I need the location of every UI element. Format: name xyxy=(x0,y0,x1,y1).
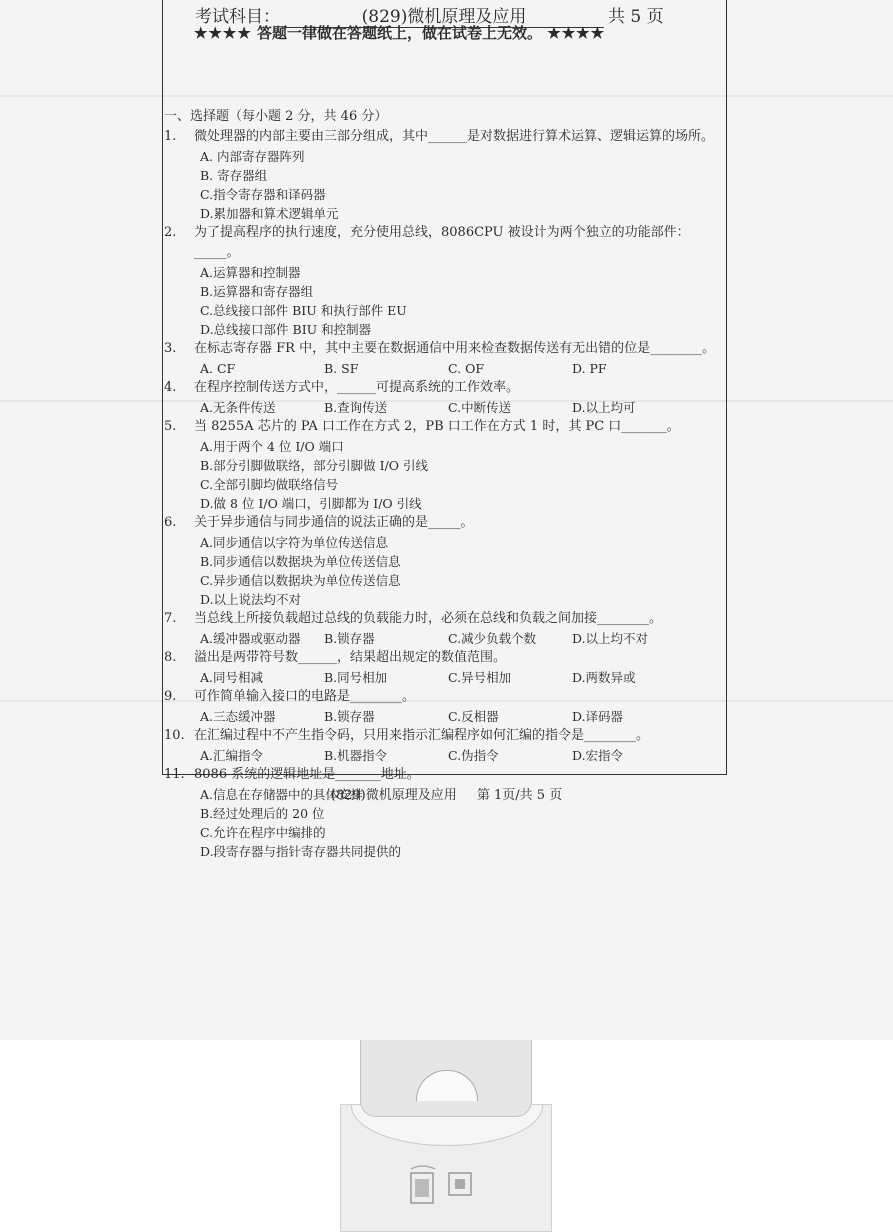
answer-option: D.总线接口部件 BIU 和控制器 xyxy=(200,322,372,337)
question-number: 1. xyxy=(164,129,177,144)
answer-option: C.中断传送 xyxy=(448,400,512,415)
question-stem: 关于异步通信与同步通信的说法正确的是_____。 xyxy=(194,515,474,530)
envelope-hole xyxy=(416,1070,478,1101)
answer-option: D.累加器和算术逻辑单元 xyxy=(200,206,339,221)
answer-option: D.以上均可 xyxy=(572,400,636,415)
answer-option: B.同步通信以数据块为单位传送信息 xyxy=(200,554,401,569)
option-list xyxy=(200,359,724,378)
question-list xyxy=(164,127,724,861)
question-stem: 8086 系统的逻辑地址是_______地址。 xyxy=(194,767,420,782)
question-item xyxy=(164,378,724,417)
total-pages: 共 5 页 xyxy=(608,7,664,27)
answer-option: A.运算器和控制器 xyxy=(200,265,301,280)
envelope-flap xyxy=(360,1040,532,1117)
question-item xyxy=(164,127,724,223)
answer-option: B.运算器和寄存器组 xyxy=(200,284,314,299)
answer-option: D.以上均不对 xyxy=(572,631,649,646)
option-list xyxy=(200,746,724,765)
answer-option: D.两数异或 xyxy=(572,670,636,685)
question-item xyxy=(164,765,724,861)
answer-option: D.译码器 xyxy=(572,709,624,724)
option-list xyxy=(200,629,724,648)
star-icon-right: ★★★★ xyxy=(547,24,606,42)
answer-option: C.全部引脚均做联络信号 xyxy=(200,477,339,492)
option-list xyxy=(200,533,724,609)
answer-option: A.信息在存储器中的具体安排 xyxy=(200,787,364,802)
question-stem: 为了提高程序的执行速度，充分使用总线，8086CPU 被设计为两个独立的功能部件：_____。 xyxy=(194,225,690,260)
envelope-pocket xyxy=(340,1104,552,1232)
answer-option: A. CF xyxy=(200,361,236,376)
answer-option: B.查询传送 xyxy=(324,400,388,415)
question-stem: 在标志寄存器 FR 中，其中主要在数据通信中用来检查数据传送有无出错的位是________。 xyxy=(194,341,716,356)
question-stem: 溢出是两带符号数______，结果超出规定的数值范围。 xyxy=(194,650,507,665)
answer-option: B.锁存器 xyxy=(324,631,375,646)
option-list xyxy=(200,263,724,339)
question-stem: 当总线上所接负载超过总线的负载能力时，必须在总线和负载之间加接________。 xyxy=(194,611,663,626)
answer-option: C.伪指令 xyxy=(448,748,499,763)
question-item xyxy=(164,223,724,339)
question-stem: 在汇编过程中不产生指令码，只用来指示汇编程序如何汇编的指令是________。 xyxy=(194,728,650,743)
question-item xyxy=(164,513,724,609)
answer-option: A.缓冲器或驱动器 xyxy=(200,631,301,646)
answer-option: C.异步通信以数据块为单位传送信息 xyxy=(200,573,401,588)
footer-page-number: 第 1页/共 5 页 xyxy=(476,788,563,803)
question-stem: 微处理器的内部主要由三部分组成，其中______是对数据进行算术运算、逻辑运算的场所。 xyxy=(194,129,715,144)
subject-label: 考试科目： xyxy=(195,7,280,27)
answer-option: B.部分引脚做联络，部分引脚做 I/O 引线 xyxy=(200,458,429,473)
question-number: 9. xyxy=(164,689,177,704)
answer-option: B. SF xyxy=(324,361,359,376)
answer-option: A.同号相减 xyxy=(200,670,264,685)
question-number: 8. xyxy=(164,650,177,665)
answer-option: C.异号相加 xyxy=(448,670,512,685)
question-number: 3. xyxy=(164,341,177,356)
answer-notice xyxy=(194,22,605,43)
answer-option: C.减少负载个数 xyxy=(448,631,537,646)
footer-subject: (829)微机原理及应用 xyxy=(330,788,457,803)
answer-option: C.允许在程序中编排的 xyxy=(200,825,326,840)
answer-option: A.用于两个 4 位 I/O 端口 xyxy=(200,439,344,454)
answer-option: A.三态缓冲器 xyxy=(200,709,276,724)
answer-option: A.同步通信以字符为单位传送信息 xyxy=(200,535,389,550)
star-icon-left: ★★★★ xyxy=(194,24,252,42)
answer-option: B. 寄存器组 xyxy=(200,168,268,183)
notice-text: 答题一律做在答题纸上，做在试卷上无效。 xyxy=(257,24,543,42)
option-list xyxy=(200,668,724,687)
question-number: 11. xyxy=(164,767,185,782)
answer-option: C.指令寄存器和译码器 xyxy=(200,187,326,202)
answer-option: C. OF xyxy=(448,361,484,376)
option-list xyxy=(200,147,724,223)
envelope-clip xyxy=(330,1040,560,1230)
question-number: 10. xyxy=(164,728,185,743)
answer-option: A.汇编指令 xyxy=(200,748,264,763)
answer-option: B.同号相加 xyxy=(324,670,388,685)
stamp-logo-icon xyxy=(401,1165,481,1225)
answer-option: B.锁存器 xyxy=(324,709,375,724)
question-stem: 可作简单输入接口的电路是________。 xyxy=(194,689,416,704)
question-item xyxy=(164,726,724,765)
answer-option: C.反相器 xyxy=(448,709,499,724)
answer-option: A. 内部寄存器阵列 xyxy=(200,149,305,164)
answer-option: D.做 8 位 I/O 端口，引脚都为 I/O 引线 xyxy=(200,496,422,511)
answer-option: D.宏指令 xyxy=(572,748,624,763)
answer-option: B.经过处理后的 20 位 xyxy=(200,806,325,821)
option-list xyxy=(200,437,724,513)
question-stem: 当 8255A 芯片的 PA 口工作在方式 2，PB 口工作在方式 1 时，其 PC 口_______。 xyxy=(194,419,680,434)
answer-option: A.无条件传送 xyxy=(200,400,276,415)
question-number: 7. xyxy=(164,611,177,626)
question-item xyxy=(164,648,724,687)
page-footer xyxy=(0,784,893,803)
subject-value: (829)微机原理及应用 xyxy=(284,2,604,28)
option-list xyxy=(200,398,724,417)
section-title: 一、选择题（每小题 2 分，共 46 分） xyxy=(164,109,388,124)
question-item xyxy=(164,339,724,378)
question-stem: 在程序控制传送方式中，______可提高系统的工作效率。 xyxy=(194,380,520,395)
answer-option: D.段寄存器与指针寄存器共同提供的 xyxy=(200,844,402,859)
question-item xyxy=(164,417,724,513)
question-number: 6. xyxy=(164,515,177,530)
answer-option: D.以上说法均不对 xyxy=(200,592,302,607)
question-item xyxy=(164,609,724,648)
answer-option: C.总线接口部件 BIU 和执行部件 EU xyxy=(200,303,407,318)
option-list xyxy=(200,707,724,726)
question-item xyxy=(164,687,724,726)
question-number: 4. xyxy=(164,380,177,395)
answer-option: B.机器指令 xyxy=(324,748,388,763)
answer-option: D. PF xyxy=(572,361,607,376)
question-number: 5. xyxy=(164,419,177,434)
choice-section xyxy=(164,107,724,861)
question-number: 2. xyxy=(164,225,177,240)
